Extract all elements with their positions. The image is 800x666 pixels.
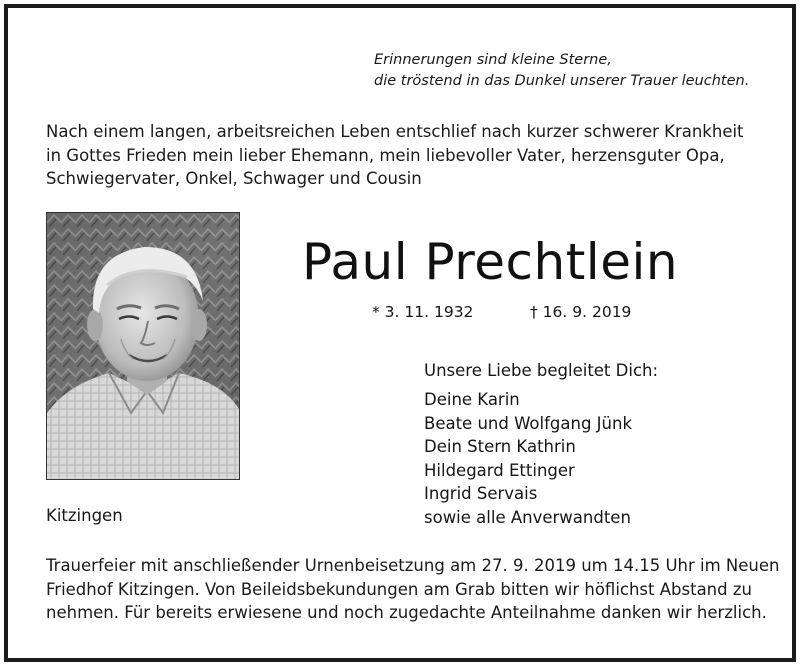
mourner-item: Dein Stern Kathrin bbox=[424, 437, 576, 456]
place-name: Kitzingen bbox=[46, 506, 123, 525]
intro-line-2: in Gottes Frieden mein lieber Ehemann, mein liebevoller Vater, herzensguter Opa, bbox=[46, 145, 725, 165]
motto-line-1: Erinnerungen sind kleine Sterne, bbox=[374, 52, 612, 68]
mourner-item: Hildegard Ettinger bbox=[424, 460, 575, 480]
mourners-list bbox=[424, 388, 632, 529]
service-line-2: Friedhof Kitzingen. Von Beileidsbekundungen am Grab bitten wir höflichst Abstand zu bbox=[46, 579, 752, 599]
motto-quote bbox=[374, 50, 749, 92]
motto-line-2: die tröstend in das Dunkel unserer Trauer leuchten. bbox=[374, 73, 750, 89]
portrait-photo bbox=[46, 212, 240, 480]
service-line-1: Trauerfeier mit anschließender Urnenbeisetzung am 27. 9. 2019 um 14.15 Uhr im Neuen bbox=[46, 556, 780, 575]
mourner-item: Ingrid Servais bbox=[424, 484, 538, 503]
service-text bbox=[46, 554, 780, 625]
mourner-item: Deine Karin bbox=[424, 390, 520, 409]
birth-date: * 3. 11. 1932 bbox=[372, 303, 474, 321]
obituary-notice bbox=[4, 4, 796, 662]
love-heading: Unsere Liebe begleitet Dich: bbox=[424, 361, 659, 380]
deceased-name: Paul Prechtlein bbox=[302, 233, 679, 291]
intro-line-1: Nach einem langen, arbeitsreichen Leben entschlief nach kurzer schwerer Krankheit bbox=[46, 122, 744, 141]
death-date: † 16. 9. 2019 bbox=[530, 303, 632, 321]
mourner-item: Beate und Wolfgang Jünk bbox=[424, 413, 633, 433]
service-line-3: nehmen. Für bereits erwiesene und noch zugedachte Anteilnahme danken wir herzlich. bbox=[46, 603, 767, 622]
mourner-item: sowie alle Anverwandten bbox=[424, 507, 631, 527]
intro-line-3: Schwiegervater, Onkel, Schwager und Cousin bbox=[46, 169, 422, 188]
intro-text bbox=[46, 120, 776, 191]
